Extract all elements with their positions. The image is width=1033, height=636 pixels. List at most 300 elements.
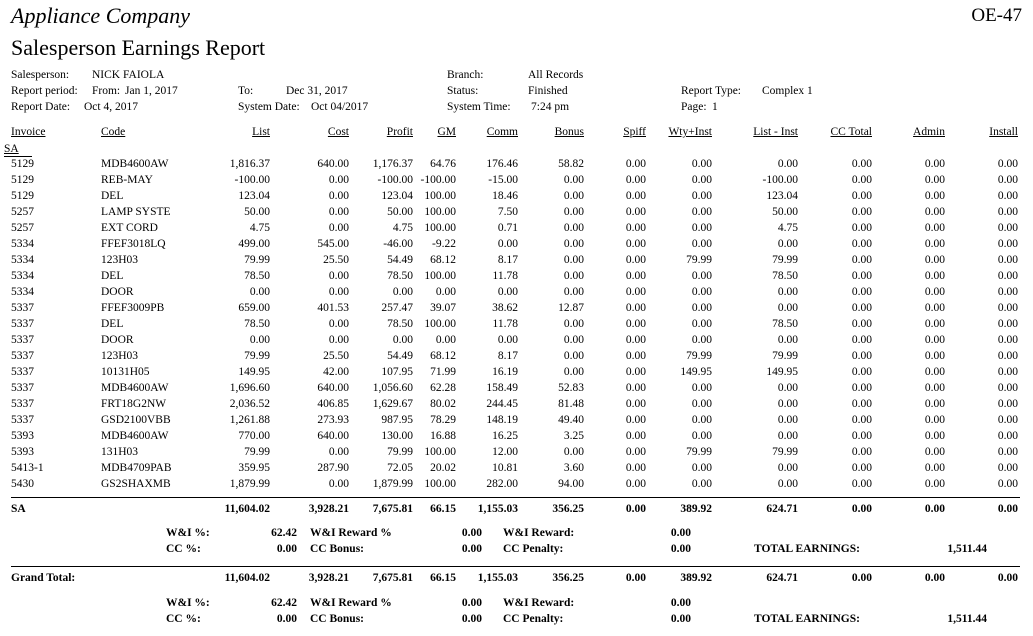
table-row xyxy=(0,318,1033,334)
cell-wty-inst: 0.00 xyxy=(691,270,712,282)
cell-invoice: 5337 xyxy=(11,318,34,330)
cell-invoice: 5413-1 xyxy=(11,462,44,474)
cell-list: 359.95 xyxy=(238,462,270,474)
cell-admin: 0.00 xyxy=(924,270,945,282)
col-gm: GM xyxy=(437,126,456,138)
cell-cost: 640.00 xyxy=(317,382,349,394)
grand-wi-pct: 62.42 xyxy=(271,597,297,609)
cell-cost: 25.50 xyxy=(323,254,349,266)
cell-admin: 0.00 xyxy=(924,318,945,330)
cell-cc-total: 0.00 xyxy=(851,286,872,298)
cell-wty-inst: 149.95 xyxy=(680,366,712,378)
company-name: Appliance Company xyxy=(11,3,191,28)
cell-list: 1,696.60 xyxy=(229,382,270,394)
cell-profit: 50.00 xyxy=(387,206,413,218)
table-row xyxy=(0,462,1033,478)
cell-bonus: 0.00 xyxy=(563,238,584,250)
table-row xyxy=(0,398,1033,414)
subtotal-cc-total: 0.00 xyxy=(851,503,872,515)
cell-list: 79.99 xyxy=(244,254,270,266)
col-list: List xyxy=(252,126,270,138)
cell-comm: 0.00 xyxy=(497,286,518,298)
subtotal-gm: 66.15 xyxy=(430,503,456,515)
cell-wty-inst: 0.00 xyxy=(691,222,712,234)
cell-cc-total: 0.00 xyxy=(851,334,872,346)
cell-install: 0.00 xyxy=(997,206,1018,218)
cell-list: 0.00 xyxy=(249,334,270,346)
cell-comm: -15.00 xyxy=(488,174,518,186)
grand-wi-pct-label: W&I %: xyxy=(166,597,210,609)
cell-bonus: 0.00 xyxy=(563,206,584,218)
cell-cc-total: 0.00 xyxy=(851,366,872,378)
cell-spiff: 0.00 xyxy=(625,462,646,474)
cell-install: 0.00 xyxy=(997,446,1018,458)
cell-cc-total: 0.00 xyxy=(851,254,872,266)
cell-code: 10131H05 xyxy=(101,366,150,378)
cell-list-inst: 0.00 xyxy=(777,334,798,346)
cell-list: 78.50 xyxy=(244,318,270,330)
cell-admin: 0.00 xyxy=(924,222,945,234)
cell-gm: 78.29 xyxy=(430,414,456,426)
cell-install: 0.00 xyxy=(997,366,1018,378)
cell-wty-inst: 0.00 xyxy=(691,318,712,330)
cell-cost: 25.50 xyxy=(323,350,349,362)
cell-list: 4.75 xyxy=(249,222,270,234)
cell-list-inst: 79.99 xyxy=(772,254,798,266)
cell-comm: 176.46 xyxy=(486,158,518,170)
cell-invoice: 5257 xyxy=(11,222,34,234)
cell-admin: 0.00 xyxy=(924,158,945,170)
cell-list: -100.00 xyxy=(234,174,270,186)
cell-gm: 100.00 xyxy=(424,206,456,218)
to-label: To: xyxy=(238,85,254,97)
cell-wty-inst: 0.00 xyxy=(691,414,712,426)
page-label: Page: xyxy=(681,101,707,113)
cell-bonus: 94.00 xyxy=(558,478,584,490)
table-row xyxy=(0,366,1033,382)
cell-profit: 123.04 xyxy=(381,190,413,202)
table-row xyxy=(0,270,1033,286)
cell-spiff: 0.00 xyxy=(625,382,646,394)
cell-list-inst: 0.00 xyxy=(777,158,798,170)
group-underline xyxy=(4,156,32,157)
period-label: Report period: xyxy=(11,85,78,97)
cell-spiff: 0.00 xyxy=(625,430,646,442)
cell-code: MDB4600AW xyxy=(101,158,169,170)
col-spiff: Spiff xyxy=(623,126,646,138)
cell-cc-total: 0.00 xyxy=(851,206,872,218)
cell-cc-total: 0.00 xyxy=(851,446,872,458)
cell-wty-inst: 0.00 xyxy=(691,286,712,298)
cell-code: LAMP SYSTE xyxy=(101,206,171,218)
cell-list: 78.50 xyxy=(244,270,270,282)
cell-cost: 0.00 xyxy=(328,174,349,186)
table-row xyxy=(0,174,1033,190)
cell-invoice: 5337 xyxy=(11,382,34,394)
cell-wty-inst: 0.00 xyxy=(691,478,712,490)
cell-gm: 100.00 xyxy=(424,190,456,202)
subtotal-rule xyxy=(11,497,1020,498)
col-list-inst: List - Inst xyxy=(753,126,798,138)
cell-list-inst: 123.04 xyxy=(766,190,798,202)
cell-comm: 12.00 xyxy=(492,446,518,458)
cell-list: 123.04 xyxy=(238,190,270,202)
cell-list: 770.00 xyxy=(238,430,270,442)
cell-cc-total: 0.00 xyxy=(851,158,872,170)
cell-spiff: 0.00 xyxy=(625,334,646,346)
cell-code: DEL xyxy=(101,318,124,330)
cell-install: 0.00 xyxy=(997,286,1018,298)
cell-profit: 1,056.60 xyxy=(372,382,413,394)
subtotal-cost: 3,928.21 xyxy=(308,503,349,515)
cell-bonus: 0.00 xyxy=(563,334,584,346)
cell-invoice: 5337 xyxy=(11,334,34,346)
cell-cc-total: 0.00 xyxy=(851,478,872,490)
subtotal-wi-pct-label: W&I %: xyxy=(166,527,210,539)
cell-comm: 16.25 xyxy=(492,430,518,442)
cell-invoice: 5393 xyxy=(11,430,34,442)
grand-total-list: 11,604.02 xyxy=(224,572,270,584)
table-row xyxy=(0,254,1033,270)
cell-profit: -100.00 xyxy=(377,174,413,186)
cell-comm: 16.19 xyxy=(492,366,518,378)
cell-spiff: 0.00 xyxy=(625,302,646,314)
cell-gm: -100.00 xyxy=(420,174,456,186)
cell-wty-inst: 79.99 xyxy=(686,350,712,362)
cell-spiff: 0.00 xyxy=(625,318,646,330)
cell-spiff: 0.00 xyxy=(625,206,646,218)
cell-cost: 0.00 xyxy=(328,270,349,282)
cell-list: 1,879.99 xyxy=(229,478,270,490)
branch-label: Branch: xyxy=(447,69,484,81)
cell-install: 0.00 xyxy=(997,238,1018,250)
cell-cost: 0.00 xyxy=(328,190,349,202)
grand-total-profit: 7,675.81 xyxy=(372,572,413,584)
subtotal-wi-pct: 62.42 xyxy=(271,527,297,539)
group-label: SA xyxy=(4,143,19,155)
cell-profit: 78.50 xyxy=(387,270,413,282)
cell-spiff: 0.00 xyxy=(625,350,646,362)
cell-bonus: 0.00 xyxy=(563,190,584,202)
cell-cost: 545.00 xyxy=(317,238,349,250)
cell-admin: 0.00 xyxy=(924,446,945,458)
subtotal-list: 11,604.02 xyxy=(224,503,270,515)
cell-cost: 0.00 xyxy=(328,222,349,234)
cell-profit: 54.49 xyxy=(387,350,413,362)
table-row xyxy=(0,478,1033,494)
cell-comm: 244.45 xyxy=(486,398,518,410)
cell-spiff: 0.00 xyxy=(625,222,646,234)
status-label: Status: xyxy=(447,85,479,97)
cell-invoice: 5337 xyxy=(11,302,34,314)
page-value: 1 xyxy=(712,101,718,113)
cell-invoice: 5334 xyxy=(11,254,34,266)
cell-bonus: 12.87 xyxy=(558,302,584,314)
cell-gm: -9.22 xyxy=(432,238,456,250)
cell-comm: 8.17 xyxy=(497,350,518,362)
cell-cost: 401.53 xyxy=(317,302,349,314)
cell-install: 0.00 xyxy=(997,174,1018,186)
subtotal-total-earnings: 1,511.44 xyxy=(947,543,987,555)
cell-spiff: 0.00 xyxy=(625,270,646,282)
cell-comm: 148.19 xyxy=(486,414,518,426)
to-value: Dec 31, 2017 xyxy=(286,85,348,97)
cell-wty-inst: 0.00 xyxy=(691,334,712,346)
report-title: Salesperson Earnings Report xyxy=(11,35,266,60)
cell-code: EXT CORD xyxy=(101,222,158,234)
cell-install: 0.00 xyxy=(997,350,1018,362)
cell-wty-inst: 0.00 xyxy=(691,206,712,218)
cell-comm: 0.00 xyxy=(497,238,518,250)
cell-invoice: 5129 xyxy=(11,190,34,202)
grand-wi-reward-label: W&I Reward: xyxy=(503,597,575,609)
col-profit: Profit xyxy=(386,126,413,138)
cell-list-inst: 4.75 xyxy=(777,222,798,234)
col-cc-total: CC Total xyxy=(830,126,872,138)
cell-invoice: 5334 xyxy=(11,270,34,282)
cell-wty-inst: 0.00 xyxy=(691,398,712,410)
grand-total-earnings: 1,511.44 xyxy=(947,613,987,625)
cell-spiff: 0.00 xyxy=(625,366,646,378)
cell-list: 149.95 xyxy=(238,366,270,378)
cell-list: 659.00 xyxy=(238,302,270,314)
cell-code: 123H03 xyxy=(101,254,139,266)
report-type-value: Complex 1 xyxy=(762,85,813,97)
col-comm: Comm xyxy=(486,126,518,138)
grand-cc-pct-label: CC %: xyxy=(166,613,201,625)
form-code: OE-47 xyxy=(971,5,1022,26)
cell-code: DEL xyxy=(101,270,124,282)
cell-bonus: 0.00 xyxy=(563,286,584,298)
cell-code: FRT18G2NW xyxy=(101,398,167,410)
cell-gm: 39.07 xyxy=(430,302,456,314)
cell-wty-inst: 0.00 xyxy=(691,462,712,474)
cell-install: 0.00 xyxy=(997,158,1018,170)
table-row xyxy=(0,190,1033,206)
grand-total-cc-total: 0.00 xyxy=(851,572,872,584)
cell-gm: 100.00 xyxy=(424,446,456,458)
cell-cost: 273.93 xyxy=(317,414,349,426)
system-date-label: System Date: xyxy=(238,101,300,113)
cell-list-inst: 0.00 xyxy=(777,398,798,410)
grand-cc-penalty: 0.00 xyxy=(670,613,691,625)
cell-admin: 0.00 xyxy=(924,478,945,490)
cell-install: 0.00 xyxy=(997,398,1018,410)
cell-code: GSD2100VBB xyxy=(101,414,171,426)
cell-install: 0.00 xyxy=(997,478,1018,490)
subtotal-bonus: 356.25 xyxy=(552,503,584,515)
cell-gm: 100.00 xyxy=(424,270,456,282)
cell-cc-total: 0.00 xyxy=(851,270,872,282)
cell-comm: 0.71 xyxy=(497,222,518,234)
subtotal-wi-reward: 0.00 xyxy=(670,527,691,539)
col-wty-inst: Wty+Inst xyxy=(668,126,712,138)
grand-wi-reward: 0.00 xyxy=(670,597,691,609)
cell-cost: 287.90 xyxy=(317,462,349,474)
cell-wty-inst: 0.00 xyxy=(691,302,712,314)
cell-gm: 64.76 xyxy=(430,158,456,170)
table-row xyxy=(0,382,1033,398)
cell-profit: 72.05 xyxy=(387,462,413,474)
subtotal-total-earnings-label: TOTAL EARNINGS: xyxy=(754,543,860,555)
cell-cost: 0.00 xyxy=(328,446,349,458)
cell-list-inst: 0.00 xyxy=(777,430,798,442)
cell-gm: 80.02 xyxy=(430,398,456,410)
grand-cc-bonus: 0.00 xyxy=(461,613,482,625)
cell-gm: 0.00 xyxy=(435,334,456,346)
cell-gm: 16.88 xyxy=(430,430,456,442)
cell-bonus: 0.00 xyxy=(563,222,584,234)
cell-list: 79.99 xyxy=(244,446,270,458)
grand-total-gm: 66.15 xyxy=(430,572,456,584)
subtotal-admin: 0.00 xyxy=(924,503,945,515)
cell-gm: 68.12 xyxy=(430,350,456,362)
grand-total-wty-inst: 389.92 xyxy=(680,572,712,584)
cell-list: 50.00 xyxy=(244,206,270,218)
cell-invoice: 5337 xyxy=(11,350,34,362)
grand-total-admin: 0.00 xyxy=(924,572,945,584)
cell-profit: 1,879.99 xyxy=(372,478,413,490)
cell-list: 79.99 xyxy=(244,350,270,362)
subtotal-cc-pct: 0.00 xyxy=(276,543,297,555)
cell-list-inst: 0.00 xyxy=(777,382,798,394)
cell-code: 123H03 xyxy=(101,350,139,362)
cell-bonus: 3.60 xyxy=(563,462,584,474)
cell-wty-inst: 79.99 xyxy=(686,254,712,266)
cell-invoice: 5337 xyxy=(11,398,34,410)
cell-profit: 987.95 xyxy=(381,414,413,426)
cell-wty-inst: 0.00 xyxy=(691,238,712,250)
from-value: Jan 1, 2017 xyxy=(125,85,178,97)
col-install: Install xyxy=(989,126,1018,138)
table-row xyxy=(0,334,1033,350)
cell-gm: 71.99 xyxy=(430,366,456,378)
cell-code: FFEF3018LQ xyxy=(101,238,166,250)
subtotal-install: 0.00 xyxy=(997,503,1018,515)
cell-bonus: 3.25 xyxy=(563,430,584,442)
cell-profit: 79.99 xyxy=(387,446,413,458)
cell-comm: 8.17 xyxy=(497,254,518,266)
cell-gm: 0.00 xyxy=(435,286,456,298)
grand-total-comm: 1,155.03 xyxy=(477,572,518,584)
salesperson-label: Salesperson: xyxy=(11,69,70,81)
subtotal-cc-bonus-label: CC Bonus: xyxy=(310,543,365,555)
cell-invoice: 5129 xyxy=(11,158,34,170)
cell-install: 0.00 xyxy=(997,430,1018,442)
cell-cost: 0.00 xyxy=(328,206,349,218)
subtotal-wi-reward-label: W&I Reward: xyxy=(503,527,575,539)
report-date-value: Oct 4, 2017 xyxy=(84,101,138,113)
cell-profit: 107.95 xyxy=(381,366,413,378)
cell-cc-total: 0.00 xyxy=(851,382,872,394)
cell-spiff: 0.00 xyxy=(625,478,646,490)
cell-bonus: 0.00 xyxy=(563,366,584,378)
cell-admin: 0.00 xyxy=(924,286,945,298)
grand-wi-reward-pct-label: W&I Reward % xyxy=(310,597,392,609)
cell-admin: 0.00 xyxy=(924,414,945,426)
cell-gm: 100.00 xyxy=(424,222,456,234)
cell-profit: 1,629.67 xyxy=(372,398,413,410)
cell-spiff: 0.00 xyxy=(625,398,646,410)
cell-install: 0.00 xyxy=(997,462,1018,474)
cell-cc-total: 0.00 xyxy=(851,190,872,202)
cell-bonus: 0.00 xyxy=(563,254,584,266)
cell-cc-total: 0.00 xyxy=(851,302,872,314)
cell-cost: 640.00 xyxy=(317,430,349,442)
cell-comm: 11.78 xyxy=(492,318,518,330)
grand-total-bonus: 356.25 xyxy=(552,572,584,584)
cell-invoice: 5334 xyxy=(11,238,34,250)
cell-admin: 0.00 xyxy=(924,334,945,346)
table-row xyxy=(0,206,1033,222)
cell-cost: 640.00 xyxy=(317,158,349,170)
table-row xyxy=(0,222,1033,238)
table-row xyxy=(0,430,1033,446)
cell-spiff: 0.00 xyxy=(625,158,646,170)
cell-cc-total: 0.00 xyxy=(851,238,872,250)
cell-gm: 68.12 xyxy=(430,254,456,266)
cell-wty-inst: 0.00 xyxy=(691,430,712,442)
cell-list-inst: 78.50 xyxy=(772,318,798,330)
grand-cc-bonus-label: CC Bonus: xyxy=(310,613,365,625)
cell-code: DOOR xyxy=(101,286,134,298)
cell-cc-total: 0.00 xyxy=(851,318,872,330)
cell-wty-inst: 0.00 xyxy=(691,382,712,394)
cell-comm: 10.81 xyxy=(492,462,518,474)
cell-cc-total: 0.00 xyxy=(851,174,872,186)
cell-wty-inst: 79.99 xyxy=(686,446,712,458)
cell-cost: 0.00 xyxy=(328,478,349,490)
cell-cost: 0.00 xyxy=(328,318,349,330)
cell-admin: 0.00 xyxy=(924,350,945,362)
cell-cc-total: 0.00 xyxy=(851,462,872,474)
cell-list-inst: 0.00 xyxy=(777,238,798,250)
cell-admin: 0.00 xyxy=(924,206,945,218)
subtotal-label: SA xyxy=(11,503,26,515)
cell-profit: 1,176.37 xyxy=(372,158,413,170)
cell-bonus: 58.82 xyxy=(558,158,584,170)
table-row xyxy=(0,238,1033,254)
subtotal-wty-inst: 389.92 xyxy=(680,503,712,515)
cell-spiff: 0.00 xyxy=(625,238,646,250)
cell-install: 0.00 xyxy=(997,302,1018,314)
subtotal-list-inst: 624.71 xyxy=(766,503,798,515)
cell-install: 0.00 xyxy=(997,190,1018,202)
detail-rows xyxy=(0,158,1033,494)
cell-cc-total: 0.00 xyxy=(851,430,872,442)
cell-comm: 158.49 xyxy=(486,382,518,394)
cell-code: MDB4709PAB xyxy=(101,462,172,474)
grand-cc-pct: 0.00 xyxy=(276,613,297,625)
branch-value: All Records xyxy=(528,69,584,81)
cell-code: DOOR xyxy=(101,334,134,346)
table-row xyxy=(0,350,1033,366)
cell-spiff: 0.00 xyxy=(625,414,646,426)
cell-profit: 130.00 xyxy=(381,430,413,442)
status-value: Finished xyxy=(528,85,568,97)
cell-list: 1,816.37 xyxy=(229,158,270,170)
cell-comm: 282.00 xyxy=(486,478,518,490)
grand-total-earnings-label: TOTAL EARNINGS: xyxy=(754,613,860,625)
cell-invoice: 5334 xyxy=(11,286,34,298)
cell-spiff: 0.00 xyxy=(625,174,646,186)
subtotal-profit: 7,675.81 xyxy=(372,503,413,515)
cell-install: 0.00 xyxy=(997,414,1018,426)
cell-invoice: 5257 xyxy=(11,206,34,218)
report-type-label: Report Type: xyxy=(681,85,741,97)
cell-cost: 0.00 xyxy=(328,334,349,346)
table-row xyxy=(0,414,1033,430)
